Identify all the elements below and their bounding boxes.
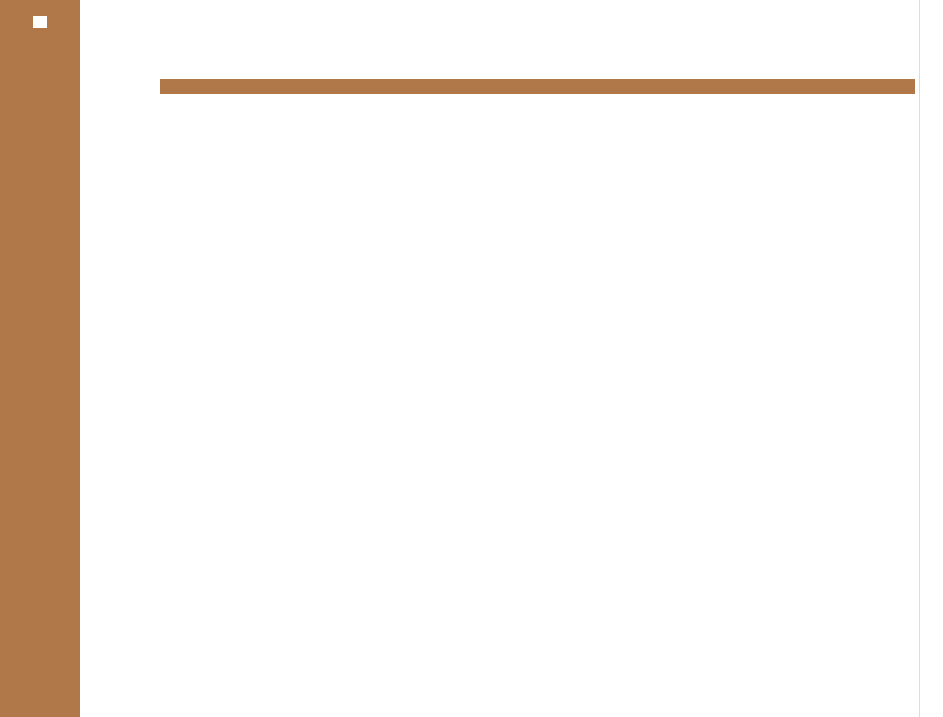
page-edge-line	[919, 0, 920, 717]
brand-square-mark	[33, 16, 47, 28]
nova88-logo	[20, 40, 66, 160]
spec-column-right	[512, 104, 916, 106]
title-bar	[160, 79, 915, 94]
brand-sidebar	[0, 0, 80, 717]
